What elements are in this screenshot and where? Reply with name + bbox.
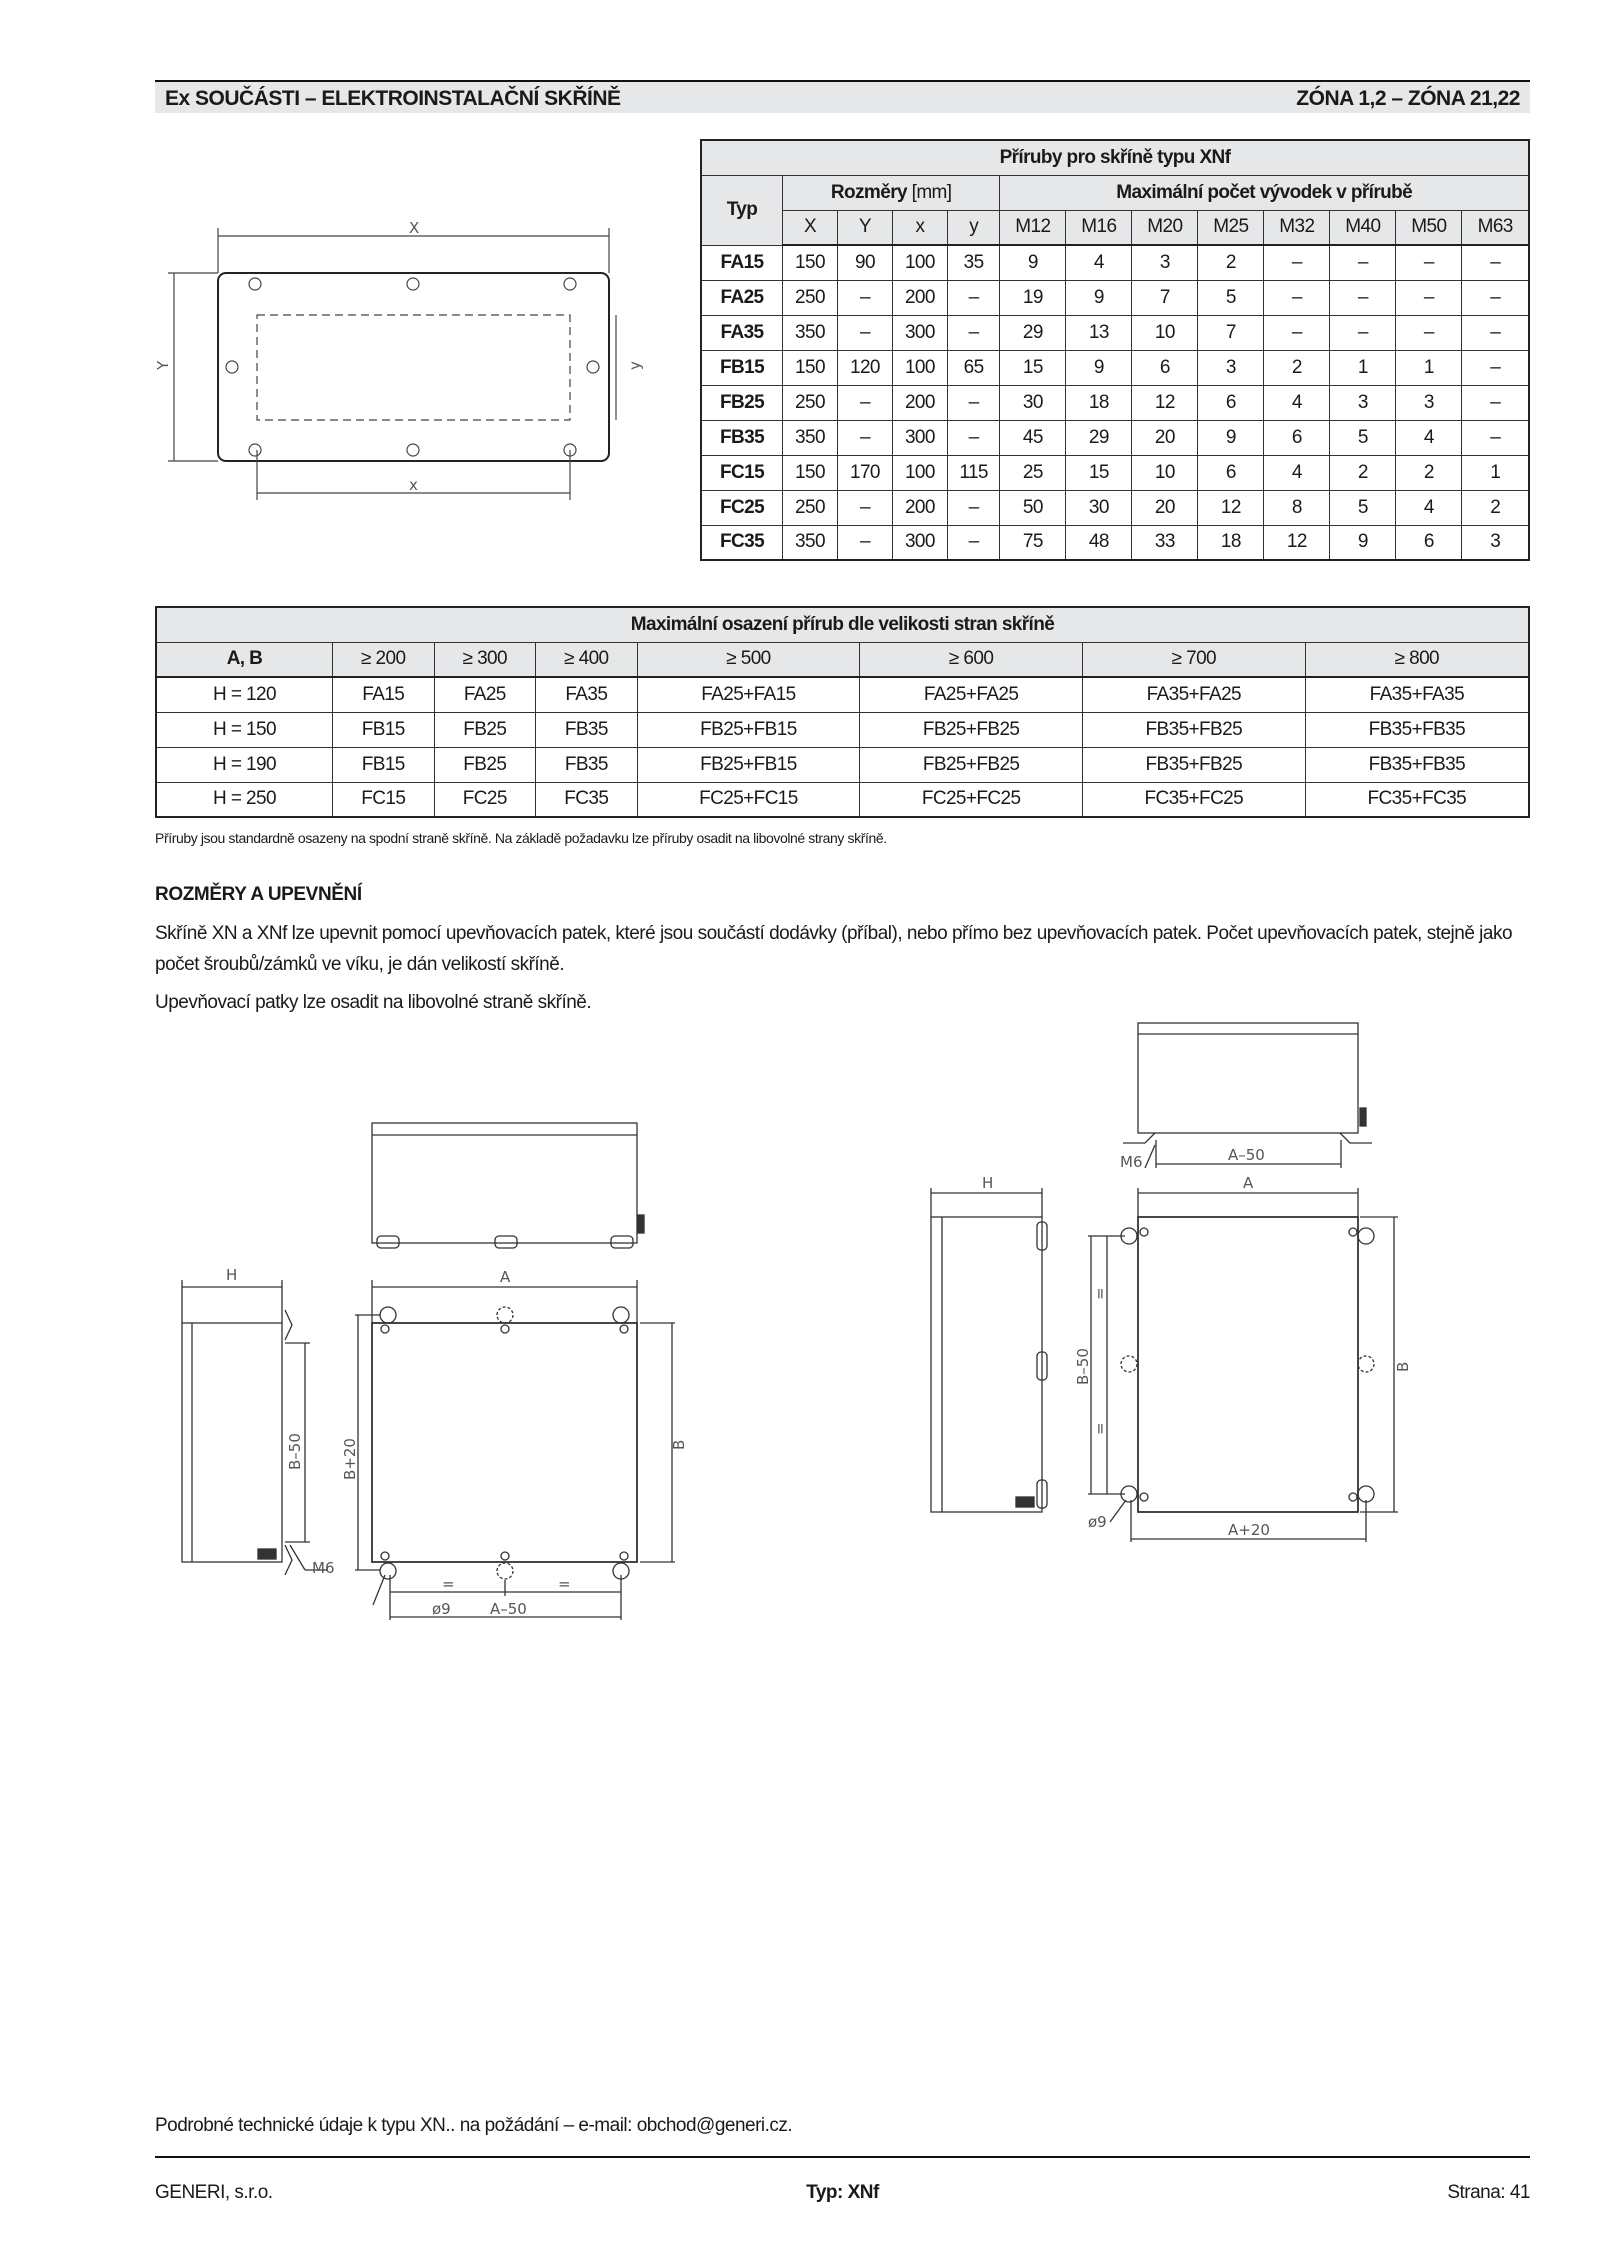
table-cell: 2 [1198,245,1264,280]
table-cell: FC25 [434,782,536,817]
col-header: M50 [1396,210,1462,245]
table-cell: 100 [892,455,947,490]
table-cell: 5 [1330,490,1396,525]
table-cell: 12 [1132,385,1198,420]
table-cell: FC35+FC25 [1082,782,1305,817]
col-max: Maximální počet vývodek v přírubě [1000,175,1529,210]
row-typ: FA35 [701,315,783,350]
table-cell: – [837,525,892,560]
footer-type: Typ: XNf [806,2182,879,2203]
table-cell: 12 [1198,490,1264,525]
fit-table-title: Maximální osazení přírub dle velikosti stran skříně [156,607,1529,642]
table-cell: – [1462,280,1529,315]
table-cell: – [1330,315,1396,350]
table-cell: 350 [783,525,838,560]
table-cell: FC25+FC15 [637,782,860,817]
table-cell: – [1330,280,1396,315]
table-cell: FA35+FA35 [1305,677,1529,712]
table-cell: FB35 [536,712,638,747]
table-cell: 250 [783,280,838,315]
right-A-label: A [1243,1174,1254,1192]
table-cell: 20 [1132,490,1198,525]
table-cell: 150 [783,455,838,490]
col-header: x [892,210,947,245]
table-cell: 200 [892,385,947,420]
table-cell: 5 [1330,420,1396,455]
table-cell: FC35+FC35 [1305,782,1529,817]
table-cell: 100 [892,245,947,280]
left-d9-label: ø9 [432,1600,451,1618]
right-d9-label: ø9 [1088,1513,1107,1531]
table-cell: 350 [783,420,838,455]
dim-y-label: y [626,361,644,370]
table-cell: 45 [1000,420,1066,455]
row-typ: FC35 [701,525,783,560]
table-cell: FB35+FB35 [1305,712,1529,747]
table-cell: – [947,315,999,350]
row-typ: FB35 [701,420,783,455]
table-cell: 10 [1132,455,1198,490]
footer-note: Podrobné technické údaje k typu XN.. na požádání – e-mail: obchod@generi.cz. [155,2115,793,2136]
table-cell: 6 [1132,350,1198,385]
section-paragraph-1: Skříně XN a XNf lze upevnit pomocí upevňovacích patek, které jsou součástí dodávky (příbal), nebo přímo bez upevňovacích patek. Počet upevňovacích patek, stejně jako počet šroubů/zámků ve víku, je dán velikostí skříně. [155,923,1513,975]
table-cell: 33 [1132,525,1198,560]
table-cell: – [1264,280,1330,315]
dim-X-label: X [409,219,420,237]
table-cell: – [837,385,892,420]
table-cell: 9 [1000,245,1066,280]
table-cell: – [1264,245,1330,280]
table-cell: 6 [1396,525,1462,560]
table-cell: 6 [1198,455,1264,490]
table-cell: 3 [1132,245,1198,280]
table-cell: 90 [837,245,892,280]
row-typ: FB25 [701,385,783,420]
table-cell: FC35 [536,782,638,817]
table-cell: – [1462,350,1529,385]
table-cell: – [1264,315,1330,350]
right-B-minus-50-label: B–50 [1074,1348,1092,1385]
table-cell: – [1462,385,1529,420]
table-cell: – [1462,315,1529,350]
footer-divider [155,2156,1530,2158]
right-M6-label: M6 [1120,1153,1143,1171]
flange-table-title: Příruby pro skříně typu XNf [701,140,1529,175]
table-cell: 2 [1396,455,1462,490]
table-cell: 9 [1198,420,1264,455]
table-cell: – [1330,245,1396,280]
table-cell: 29 [1066,420,1132,455]
left-eq-label-1: = [442,1575,455,1593]
col-header: ≥ 500 [637,642,860,677]
table-cell: – [1462,420,1529,455]
table-cell: 8 [1264,490,1330,525]
table-cell: FB25+FB25 [860,747,1083,782]
col-header: M25 [1198,210,1264,245]
col-header: ≥ 700 [1082,642,1305,677]
left-B-minus-50-label: B–50 [286,1433,304,1470]
table-cell: – [1396,315,1462,350]
table-cell: 3 [1198,350,1264,385]
table-cell: 2 [1330,455,1396,490]
right-H-label: H [982,1174,994,1192]
footer-page: Strana: 41 [1447,2182,1530,2203]
table-cell: 35 [947,245,999,280]
dims-label: Rozměry [830,181,907,203]
table-cell: 48 [1066,525,1132,560]
table-cell: H = 120 [156,677,333,712]
table-cell: – [837,315,892,350]
fit-table-note: Příruby jsou standardně osazeny na spodní straně skříně. Na základě požadavku lze příruby osadit na libovolné strany skříně. [155,830,887,846]
table-cell: 10 [1132,315,1198,350]
table-cell: FA35+FA25 [1082,677,1305,712]
table-cell: 3 [1330,385,1396,420]
table-cell: 6 [1198,385,1264,420]
col-header: M20 [1132,210,1198,245]
table-cell: 29 [1000,315,1066,350]
left-eq-label-2: = [558,1575,571,1593]
table-cell: 300 [892,315,947,350]
left-B-plus-20-label: B+20 [341,1438,359,1480]
right-B-label: B [1394,1361,1412,1372]
table-cell: 30 [1000,385,1066,420]
table-cell: – [947,280,999,315]
table-cell: 9 [1066,280,1132,315]
table-cell: FB35+FB25 [1082,747,1305,782]
table-cell: 6 [1264,420,1330,455]
table-cell: 2 [1462,490,1529,525]
col-typ: Typ [701,175,783,245]
col-header: ≥ 600 [860,642,1083,677]
table-cell: 30 [1066,490,1132,525]
left-B-label: B [670,1439,688,1450]
table-cell: 170 [837,455,892,490]
table-cell: – [947,490,999,525]
col-header: A, B [156,642,333,677]
col-header: M12 [1000,210,1066,245]
table-cell: 4 [1066,245,1132,280]
table-cell: – [1462,245,1529,280]
row-typ: FB15 [701,350,783,385]
table-cell: H = 250 [156,782,333,817]
table-cell: 1 [1330,350,1396,385]
table-cell: 150 [783,245,838,280]
table-cell: 13 [1066,315,1132,350]
table-cell: FB25+FB25 [860,712,1083,747]
table-cell: FA25+FA15 [637,677,860,712]
table-cell: – [837,280,892,315]
table-cell: 250 [783,490,838,525]
table-cell: 150 [783,350,838,385]
row-typ: FC15 [701,455,783,490]
table-cell: FC15 [333,782,435,817]
table-cell: FC25+FC25 [860,782,1083,817]
dims-unit: [mm] [911,181,952,203]
table-cell: FA25+FA25 [860,677,1083,712]
table-cell: 300 [892,420,947,455]
col-header: M32 [1264,210,1330,245]
table-cell: 4 [1264,385,1330,420]
col-header: ≥ 400 [536,642,638,677]
col-header: ≥ 200 [333,642,435,677]
table-cell: FB25+FB15 [637,747,860,782]
table-cell: 100 [892,350,947,385]
header-title: Ex SOUČÁSTI – ELEKTROINSTALAČNÍ SKŘÍNĚ [165,87,621,110]
table-cell: 20 [1132,420,1198,455]
table-cell: FA15 [333,677,435,712]
row-typ: FA15 [701,245,783,280]
row-typ: FC25 [701,490,783,525]
col-header: Y [837,210,892,245]
table-cell: 12 [1264,525,1330,560]
left-A-minus-50-label: A–50 [490,1600,527,1618]
header-zone: ZÓNA 1,2 – ZÓNA 21,22 [1296,87,1520,110]
table-cell: 350 [783,315,838,350]
table-cell: 25 [1000,455,1066,490]
table-cell: 250 [783,385,838,420]
table-cell: 18 [1066,385,1132,420]
table-cell: 75 [1000,525,1066,560]
table-cell: FB25+FB15 [637,712,860,747]
table-cell: 4 [1264,455,1330,490]
right-A-plus-20-label: A+20 [1228,1521,1270,1539]
table-cell: – [947,420,999,455]
col-header: ≥ 800 [1305,642,1529,677]
right-eq-label-1: = [1091,1287,1109,1300]
left-A-label: A [500,1268,511,1286]
table-cell: 18 [1198,525,1264,560]
col-header: ≥ 300 [434,642,536,677]
table-cell: FB15 [333,712,435,747]
table-cell: – [837,490,892,525]
table-cell: 200 [892,280,947,315]
table-cell: FB25 [434,747,536,782]
table-cell: 1 [1462,455,1529,490]
col-header: y [947,210,999,245]
table-cell: 300 [892,525,947,560]
right-eq-label-2: = [1091,1422,1109,1435]
dim-Y-label: Y [154,360,172,370]
table-cell: FB15 [333,747,435,782]
table-cell: FA25 [434,677,536,712]
row-typ: FA25 [701,280,783,315]
col-header: X [783,210,838,245]
table-cell: FB35+FB25 [1082,712,1305,747]
col-header: M16 [1066,210,1132,245]
table-cell: – [1396,245,1462,280]
section-title: ROZMĚRY A UPEVNĚNÍ [155,884,362,905]
table-cell: 7 [1198,315,1264,350]
table-cell: 1 [1396,350,1462,385]
left-M6-label: M6 [312,1559,335,1577]
table-cell: 4 [1396,490,1462,525]
table-cell: FB25 [434,712,536,747]
table-cell: 19 [1000,280,1066,315]
table-cell: – [947,525,999,560]
table-cell: 5 [1198,280,1264,315]
col-header: M40 [1330,210,1396,245]
table-cell: 4 [1396,420,1462,455]
footer-company: GENERI, s.r.o. [155,2182,273,2203]
table-cell: 115 [947,455,999,490]
table-cell: 15 [1000,350,1066,385]
dim-x-label: x [409,476,418,494]
table-cell: FA35 [536,677,638,712]
col-header: M63 [1462,210,1529,245]
table-cell: – [1396,280,1462,315]
table-cell: 3 [1396,385,1462,420]
left-H-label: H [226,1266,238,1284]
table-cell: 2 [1264,350,1330,385]
table-cell: 65 [947,350,999,385]
table-cell: 3 [1462,525,1529,560]
table-cell: H = 150 [156,712,333,747]
table-cell: – [947,385,999,420]
table-cell: 9 [1330,525,1396,560]
section-paragraph-2: Upevňovací patky lze osadit na libovolné straně skříně. [155,992,592,1013]
table-cell: 120 [837,350,892,385]
table-cell: 9 [1066,350,1132,385]
table-cell: H = 190 [156,747,333,782]
table-cell: FB35 [536,747,638,782]
table-cell: 50 [1000,490,1066,525]
table-cell: FB35+FB35 [1305,747,1529,782]
table-cell: – [837,420,892,455]
table-cell: 200 [892,490,947,525]
table-cell: 15 [1066,455,1132,490]
table-cell: 7 [1132,280,1198,315]
right-A-minus-50-label: A–50 [1228,1146,1265,1164]
